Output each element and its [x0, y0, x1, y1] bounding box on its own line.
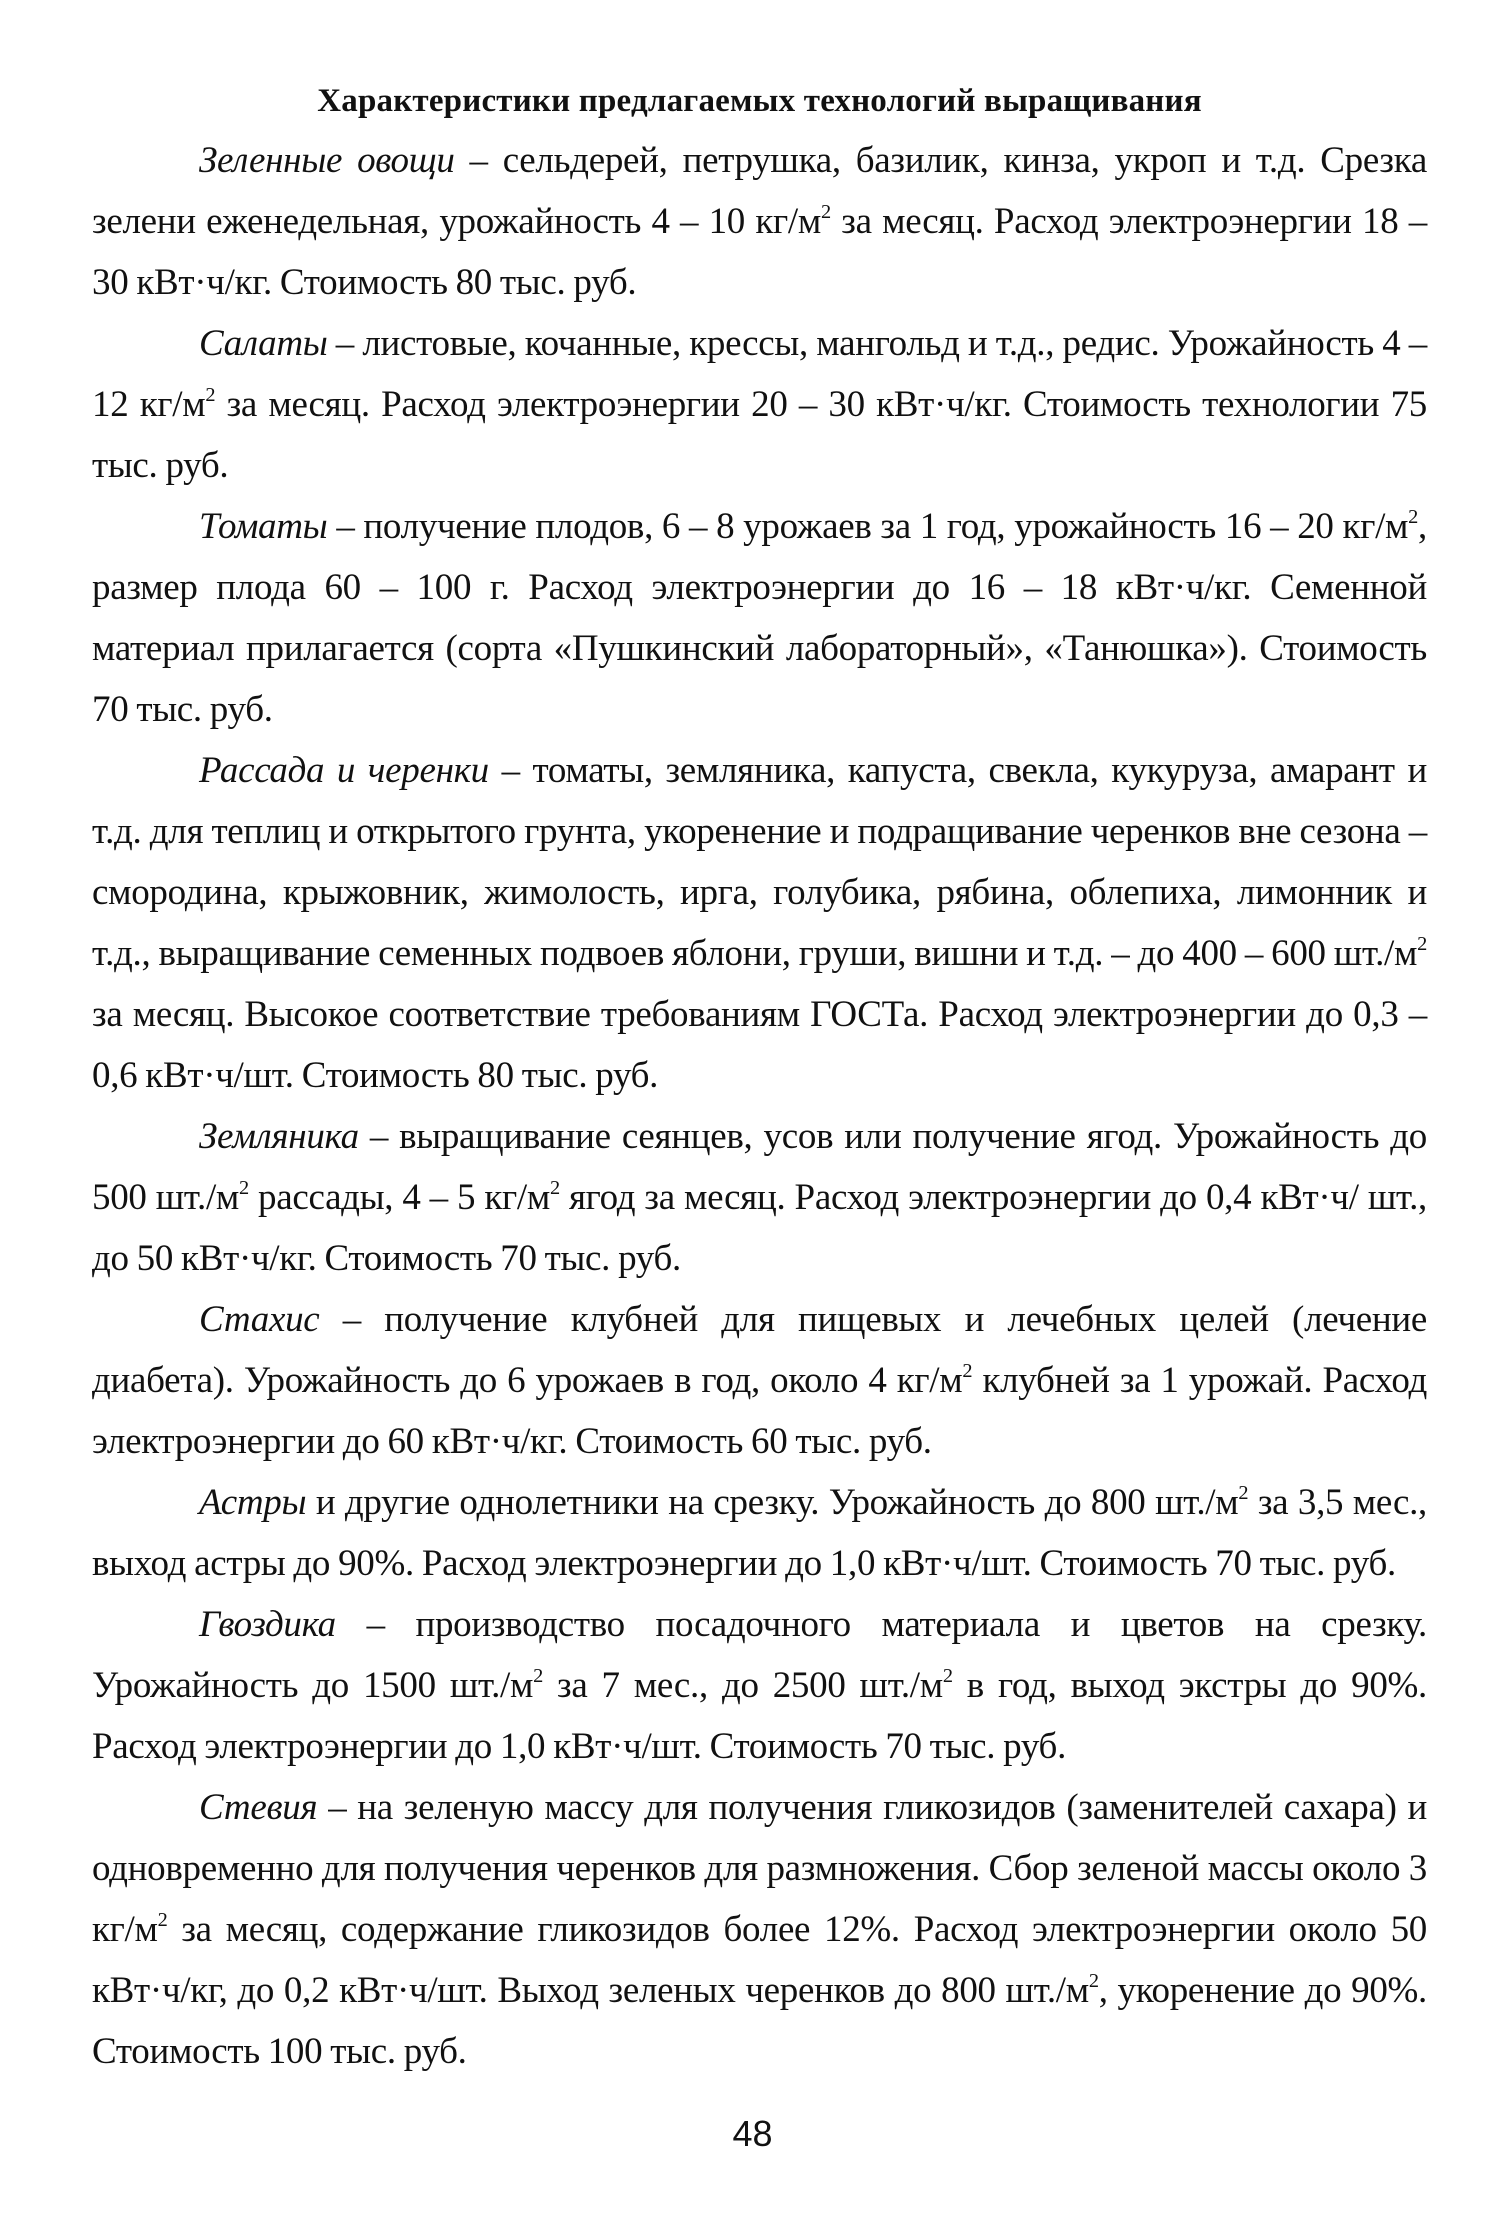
paragraph-text: в год, выход экстры до 90%. Расход электроэнергии до 1,0 кВт·ч/шт. Стоимость 70 тыс. руб.	[92, 1665, 1427, 1767]
term-tomatoes: Томаты	[199, 506, 328, 547]
paragraph-text: – выращивание сеянцев, усов или получение ягод. Урожайность до 500 шт./м	[92, 1116, 1427, 1218]
term-stachys: Стахис	[199, 1299, 320, 1340]
paragraph-text: , размер плода 60 – 100 г. Расход электроэнергии до 16 – 18 кВт·ч/кг. Семенной материал прилагается (сорта «Пушкинский лабораторный», «Танюшка»). Стоимость 70 тыс. руб.	[92, 506, 1427, 730]
paragraph-green-vegetables	[92, 130, 1427, 313]
term-strawberry: Земляника	[199, 1116, 359, 1157]
superscript: 2	[1088, 1969, 1099, 1992]
superscript: 2	[1417, 932, 1427, 955]
superscript: 2	[821, 200, 831, 223]
superscript: 2	[1238, 1481, 1249, 1504]
paragraph-text: за месяц, содержание гликозидов более 12%. Расход электроэнергии около 50 кВт·ч/кг, до 0,2 кВт·ч/шт. Выход зеленых черенков до 800 шт./м	[92, 1909, 1427, 2011]
paragraph-text: клубней за 1 урожай. Расход электроэнергии до 60 кВт·ч/кг. Стоимость 60 тыс. руб.	[92, 1360, 1427, 1462]
paragraph-text: – листовые, кочанные, крессы, мангольд и т.д., редис. Урожайность 4 – 12 кг/м	[92, 323, 1427, 425]
paragraph-asters	[92, 1472, 1427, 1594]
paragraph-text: за месяц. Высокое соответствие требованиям ГОСТа. Расход электроэнергии до 0,3 – 0,6 кВт·ч/шт. Стоимость 80 тыс. руб.	[92, 994, 1427, 1096]
paragraph-salads	[92, 313, 1427, 496]
paragraph-text: ягод за месяц. Расход электроэнергии до 0,4 кВт·ч/ шт., до 50 кВт·ч/кг. Стоимость 70 тыс. руб.	[92, 1177, 1427, 1279]
paragraph-text: за месяц. Расход электроэнергии 20 – 30 кВт·ч/кг. Стоимость технологии 75 тыс. руб.	[92, 384, 1428, 486]
superscript: 2	[549, 1176, 560, 1199]
superscript: 2	[239, 1176, 249, 1199]
paragraph-seedlings-cuttings	[92, 740, 1427, 1106]
paragraph-tomatoes	[92, 496, 1427, 740]
paragraph-text: за месяц. Расход электроэнергии 18 – 30 кВт·ч/кг. Стоимость 80 тыс. руб.	[92, 201, 1427, 303]
paragraph-text: и другие однолетники на срезку. Урожайность до 800 шт./м	[306, 1482, 1239, 1523]
term-seedlings-cuttings: Рассада и черенки	[199, 750, 489, 791]
paragraph-stachys	[92, 1289, 1427, 1472]
term-salads: Салаты	[199, 323, 328, 364]
term-green-vegetables: Зеленные овощи	[199, 140, 455, 181]
paragraph-text: за 7 мес., до 2500 шт./м	[543, 1665, 943, 1706]
paragraph-text: – получение клубней для пищевых и лечебных целей (лечение диабета). Урожайность до 6 урожаев в год, около 4 кг/м	[92, 1299, 1427, 1401]
paragraph-stevia	[92, 1777, 1427, 2082]
term-stevia: Стевия	[199, 1787, 318, 1828]
term-asters: Астры	[199, 1482, 307, 1523]
page-number: 48	[732, 2113, 773, 2154]
term-carnation: Гвоздика	[199, 1604, 336, 1645]
paragraph-text: – получение плодов, 6 – 8 урожаев за 1 год, урожайность 16 – 20 кг/м	[327, 506, 1409, 547]
paragraph-text: – производство посадочного материала и цветов на срезку. Урожайность до 1500 шт./м	[92, 1604, 1427, 1706]
paragraph-text: – на зеленую массу для получения гликозидов (заменителей сахара) и одновременно для получения черенков для размножения. Сбор зеленой массы около 3 кг/м	[92, 1787, 1427, 1950]
superscript: 2	[1408, 505, 1419, 528]
paragraph-text: за 3,5 мес., выход астры до 90%. Расход электроэнергии до 1,0 кВт·ч/шт. Стоимость 70 тыс. руб.	[92, 1482, 1427, 1584]
paragraph-strawberry	[92, 1106, 1427, 1289]
paragraph-carnation	[92, 1594, 1427, 1777]
superscript: 2	[157, 1908, 168, 1931]
superscript: 2	[205, 383, 216, 406]
paragraph-text: рассады, 4 – 5 кг/м	[248, 1177, 550, 1218]
paragraph-text: , укоренение до 90%. Стоимость 100 тыс. руб.	[92, 1970, 1428, 2072]
superscript: 2	[942, 1664, 953, 1687]
paragraph-text: – томаты, земляника, капуста, свекла, кукуруза, амарант и т.д. для теплиц и открытого грунта, укоренение и подращивание черенков вне сезона – смородина, крыжовник, жимолость, ирга, голубика, рябина, облепиха, лимонник и т.д., выращивание семенных подвоев яблони, груши, вишни и т.д. – до 400 – 600 шт./м	[92, 750, 1428, 974]
superscript: 2	[533, 1664, 544, 1687]
superscript: 2	[962, 1359, 973, 1382]
section-title: Характеристики предлагаемых технологий выращивания	[317, 83, 1202, 119]
paragraph-text: – сельдерей, петрушка, базилик, кинза, укроп и т.д. Срезка зелени еженедельная, урожайность 4 – 10 кг/м	[92, 140, 1427, 242]
